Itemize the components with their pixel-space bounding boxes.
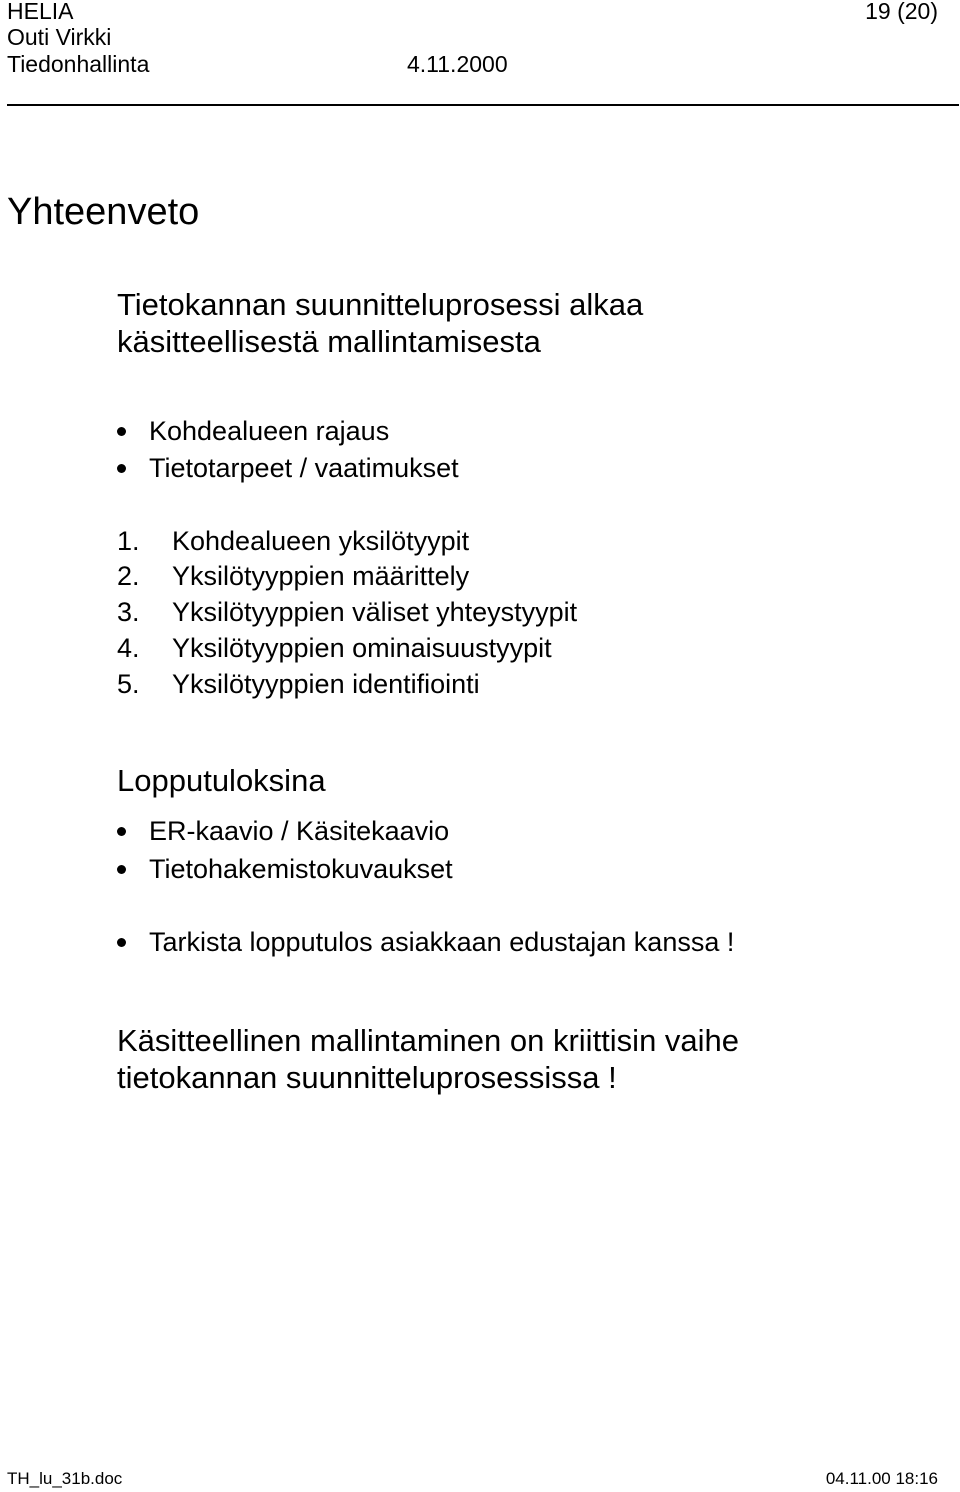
header-author: Outi Virkki [7,24,112,50]
bullet-icon [117,938,126,947]
footer-timestamp: 04.11.00 18:16 [825,1469,938,1488]
closing-line-1: Käsitteellinen mallintaminen on kriittisin vaihe [117,1023,740,1058]
bullet-icon [117,427,126,436]
header-organization: HELIA [7,0,74,24]
header-course: Tiedonhallinta [7,51,150,77]
page-title: Yhteenveto [7,191,200,233]
bullet-text: Kohdealueen rajaus [149,416,390,446]
header-date: 4.11.2000 [407,51,508,77]
results-heading: Lopputuloksina [117,763,326,798]
header-divider [7,104,959,106]
step-text: Yksilötyyppien väliset yhteystyypit [172,597,578,627]
step-number: 3. [117,597,140,627]
step-text: Yksilötyyppien identifiointi [172,669,480,699]
step-number: 1. [117,526,140,556]
closing-line-2: tietokannan suunnitteluprosessissa ! [117,1060,617,1095]
bullet-text: ER-kaavio / Käsitekaavio [149,816,450,846]
bullet-icon [117,827,126,836]
intro-line-1: Tietokannan suunnitteluprosessi alkaa [117,287,644,322]
step-text: Kohdealueen yksilötyypit [172,526,470,556]
step-number: 5. [117,669,140,699]
step-text: Yksilötyyppien ominaisuustyypit [172,633,552,663]
step-text: Yksilötyyppien määrittely [172,561,470,591]
intro-line-2: käsitteellisestä mallintamisesta [117,324,541,359]
header-page-number: 19 (20) [865,0,938,24]
bullet-text: Tietohakemistokuvaukset [149,854,453,884]
bullet-icon [117,464,126,473]
bullet-text: Tietotarpeet / vaatimukset [149,453,459,483]
bullet-text: Tarkista lopputulos asiakkaan edustajan kanssa ! [149,927,735,957]
intro-paragraph [117,286,643,360]
step-number: 4. [117,633,140,663]
bullet-icon [117,865,126,874]
step-number: 2. [117,561,140,591]
closing-paragraph [117,1022,739,1096]
footer-filename: TH_lu_31b.doc [7,1469,123,1488]
